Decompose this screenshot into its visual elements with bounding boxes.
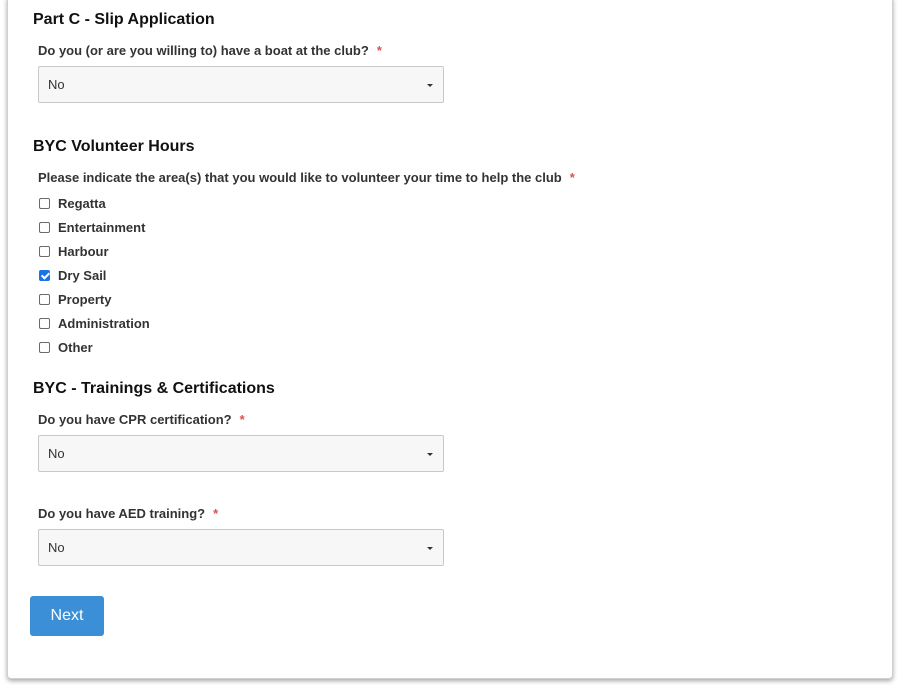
volunteer-option-entertainment[interactable] — [38, 218, 145, 236]
next-button[interactable]: Next — [30, 596, 104, 636]
caret-down-icon — [427, 547, 433, 550]
checkbox-regatta[interactable] — [39, 198, 50, 209]
aed-select[interactable] — [38, 529, 444, 566]
option-label-regatta: Regatta — [58, 195, 106, 211]
option-label-dry-sail: Dry Sail — [58, 267, 107, 283]
volunteer-question-label — [38, 170, 575, 185]
checkbox-harbour[interactable] — [39, 246, 50, 257]
form-card — [7, 0, 893, 679]
option-label-other: Other — [58, 339, 93, 355]
boat-question-label — [38, 43, 382, 58]
required-marker: * — [239, 412, 245, 427]
volunteer-option-harbour[interactable] — [38, 242, 109, 260]
required-marker: * — [376, 43, 382, 58]
option-label-administration: Administration — [58, 315, 150, 331]
volunteer-option-administration[interactable] — [38, 314, 150, 332]
volunteer-option-property[interactable] — [38, 290, 111, 308]
option-label-entertainment: Entertainment — [58, 219, 146, 235]
cpr-select[interactable] — [38, 435, 444, 472]
checkbox-property[interactable] — [39, 294, 50, 305]
boat-select-value: No — [48, 77, 65, 92]
volunteer-option-other[interactable] — [38, 338, 93, 356]
option-label-harbour: Harbour — [58, 243, 109, 259]
caret-down-icon — [427, 453, 433, 456]
checkbox-administration[interactable] — [39, 318, 50, 329]
volunteer-question-text: Please indicate the area(s) that you would like to volunteer your time to help the club — [38, 170, 562, 185]
volunteer-option-dry-sail[interactable] — [38, 266, 106, 284]
checkbox-entertainment[interactable] — [39, 222, 50, 233]
section-title-volunteer-hours: BYC Volunteer Hours — [33, 138, 195, 155]
caret-down-icon — [427, 84, 433, 87]
boat-question-text: Do you (or are you willing to) have a boat at the club? — [38, 43, 369, 58]
volunteer-option-regatta[interactable] — [38, 194, 106, 212]
option-label-property: Property — [58, 291, 112, 307]
required-marker: * — [213, 506, 219, 521]
boat-select[interactable] — [38, 66, 444, 103]
required-marker: * — [569, 170, 575, 185]
aed-question-text: Do you have AED training? — [38, 506, 206, 521]
checkbox-dry-sail[interactable] — [39, 270, 50, 281]
section-title-slip-application: Part C - Slip Application — [33, 11, 215, 28]
cpr-select-value: No — [48, 446, 65, 461]
cpr-question-label — [38, 412, 245, 427]
checkbox-other[interactable] — [39, 342, 50, 353]
aed-question-label — [38, 506, 218, 521]
aed-select-value: No — [48, 540, 65, 555]
cpr-question-text: Do you have CPR certification? — [38, 412, 232, 427]
section-title-trainings: BYC - Trainings & Certifications — [33, 380, 275, 397]
